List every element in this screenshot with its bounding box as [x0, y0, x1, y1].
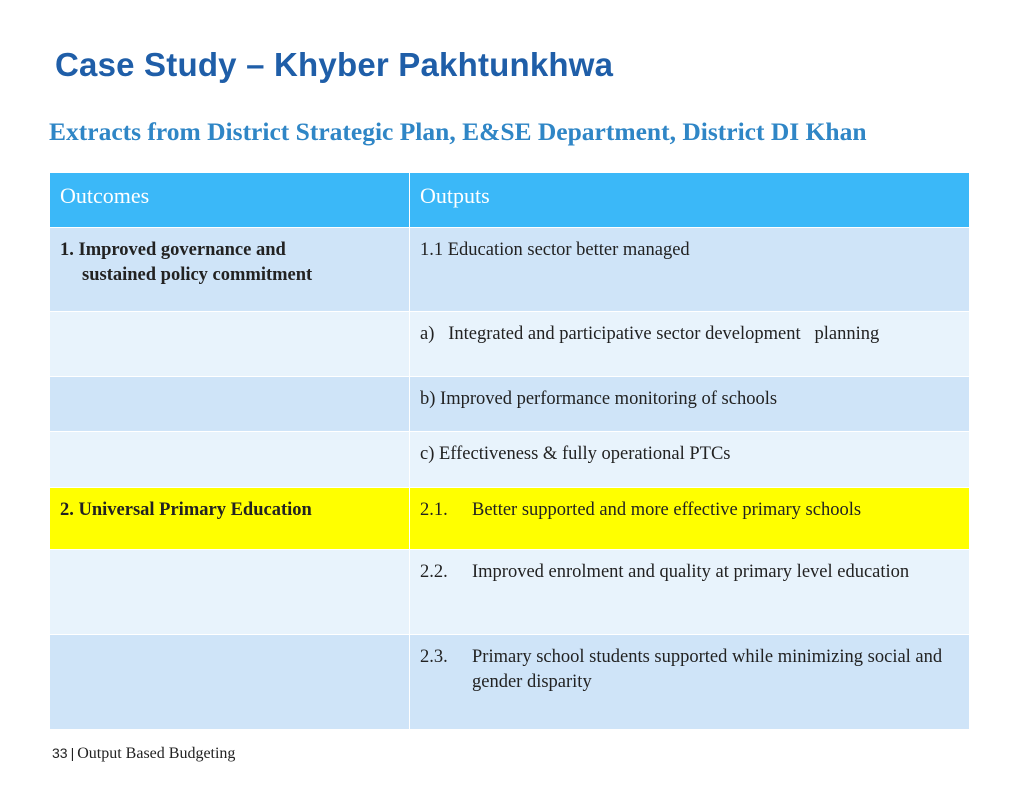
table-row: [50, 432, 970, 488]
outcomes-outputs-table: [49, 172, 970, 730]
output-number: 2.2.: [420, 562, 448, 582]
output-cell: c) Effectiveness & fully operational PTCs: [410, 432, 970, 488]
page-title: Case Study – Khyber Pakhtunkhwa: [55, 46, 614, 83]
output-text: Better supported and more effective primary schools: [472, 500, 862, 520]
table-row: [50, 635, 970, 730]
output-text: Improved enrolment and quality at primary level education: [472, 562, 910, 582]
output-cell: [410, 488, 970, 550]
footer-label: Output Based Budgeting: [77, 745, 236, 762]
footer-separator: |: [70, 745, 75, 761]
output-cell: 1.1 Education sector better managed: [410, 228, 970, 312]
outcome-cell: [50, 635, 410, 730]
table-row: [50, 312, 970, 377]
outcome-cell: [50, 432, 410, 488]
table-row: [50, 550, 970, 635]
outcome-cell: [50, 377, 410, 432]
table-row: [50, 228, 970, 312]
outcome-cell: 2. Universal Primary Education: [50, 488, 410, 550]
output-number: 2.1.: [420, 500, 448, 520]
output-cell: [410, 550, 970, 635]
output-text: Primary school students supported while minimizing social and gender disparity: [472, 647, 943, 692]
outcome-cell: [50, 550, 410, 635]
header-outcomes: Outcomes: [50, 173, 410, 228]
outcome-line: sustained policy commitment: [82, 265, 313, 285]
output-number: 2.3.: [420, 647, 448, 667]
outcome-cell: [50, 228, 410, 312]
table-row: [50, 488, 970, 550]
output-cell: [410, 635, 970, 730]
table-row: [50, 377, 970, 432]
outcome-line: 1. Improved governance and: [60, 240, 286, 260]
footer: [52, 745, 235, 763]
page-number: 33: [52, 745, 68, 761]
output-cell: a) Integrated and participative sector development planning: [410, 312, 970, 377]
subtitle: Extracts from District Strategic Plan, E&SE Department, District DI Khan: [49, 117, 867, 146]
output-cell: b) Improved performance monitoring of schools: [410, 377, 970, 432]
header-outputs: Outputs: [410, 173, 970, 228]
outcome-cell: [50, 312, 410, 377]
table-header-row: [50, 173, 970, 228]
